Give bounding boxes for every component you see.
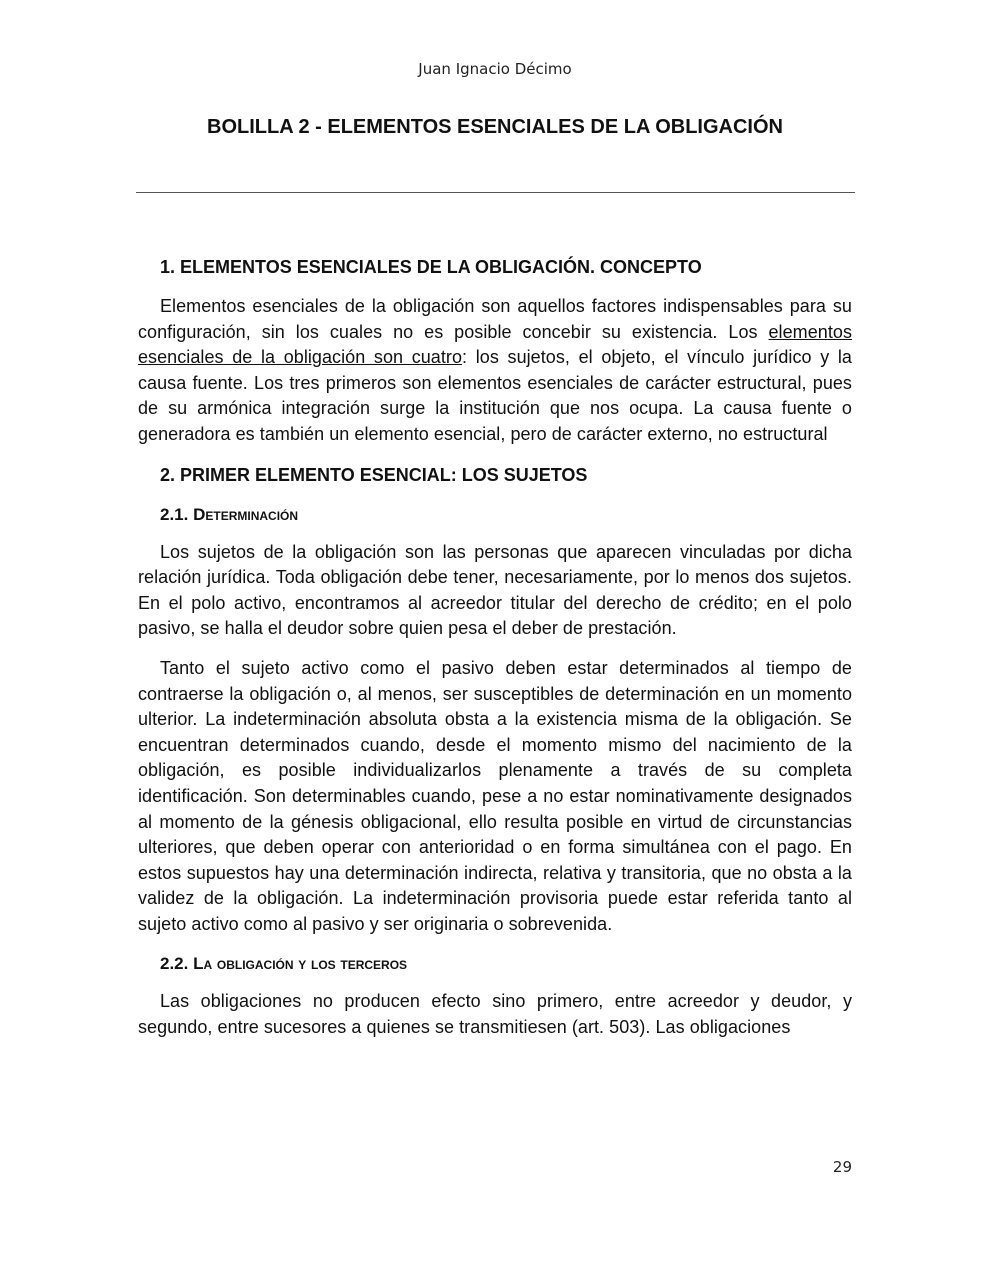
title-divider [136, 192, 855, 193]
subsection-number: 2.2. [160, 954, 194, 974]
paragraph-concept [138, 294, 852, 448]
underlined-phrase: elementos esenciales de la obligación son cuatro [138, 321, 852, 368]
paragraph-sujetos: Los sujetos de la obligación son las personas que aparecen vinculadas por dicha relación jurídica. Toda obligación debe tener, necesariamente, por lo menos dos sujetos. En el polo activo, encontramos al acreedor titular del derecho de crédito; en el polo pasivo, se halla el deudor sobre quien pesa el deber de prestación. [138, 541, 852, 639]
subsection-initial: L [193, 954, 204, 974]
body-text [138, 254, 852, 1055]
subsection-heading-2-1 [138, 502, 852, 528]
subsection-title-rest: eterminación [205, 504, 299, 524]
section-heading-1: 1. ELEMENTOS ESENCIALES DE LA OBLIGACIÓN. CONCEPTO [160, 257, 702, 277]
paragraph-concept-text-b: : los sujetos, el objeto, el vínculo jurídico y la causa fuente. Los tres primeros son elementos esenciales de carácter estructural, pues de su armónica integración surge la institución que nos ocupa. La causa fuente o generadora es también un elemento esencial, pero de carácter externo, no estructural [138, 347, 852, 444]
subsection-number: 2.1. [160, 504, 194, 524]
paragraph-concept-text-a: Elementos esenciales de la obligación son aquellos factores indispensables para su configuración, sin los cuales no es posible concebir su existencia. Los [138, 296, 852, 342]
paragraph-determinacion: Tanto el sujeto activo como el pasivo deben estar determinados al tiempo de contraerse la obligación o, al menos, ser susceptibles de determinación en un momento ulterior. La indeterminación absoluta obsta a la existencia misma de la obligación. Se encuentran determinados cuando, desde el momento mismo del nacimiento de la obligación, es posible individualizarlos plenamente a través de su completa identificación. Son determinables cuando, pese a no estar nominativamente designados al momento de la génesis obligacional, ello resulta posible en virtud de circunstancias ulteriores, que deben operar con anterioridad o en forma simultánea con el pago. En estos supuestos hay una determinación indirecta, relativa y transitoria, que no obsta a la validez de la obligación. La indeterminación provisoria puede estar referida tanto al sujeto activo como al pasivo y ser originaria o sobrevenida. [138, 657, 852, 934]
subsection-title-rest: a obligación y los terceros [203, 954, 408, 974]
subsection-initial: D [193, 504, 206, 524]
subsection-heading-2-2 [138, 951, 852, 977]
page-number: 29 [832, 1158, 852, 1176]
running-header-author: Juan Ignacio Décimo [418, 60, 572, 78]
section-heading-2: 2. PRIMER ELEMENTO ESENCIAL: LOS SUJETOS [160, 464, 588, 485]
paragraph-terceros: Las obligaciones no producen efecto sino primero, entre acreedor y deudor, y segundo, entre sucesores a quienes se transmitiesen (art. 503). Las obligaciones [138, 991, 852, 1038]
chapter-title: BOLILLA 2 - ELEMENTOS ESENCIALES DE LA OBLIGACIÓN [207, 116, 783, 138]
